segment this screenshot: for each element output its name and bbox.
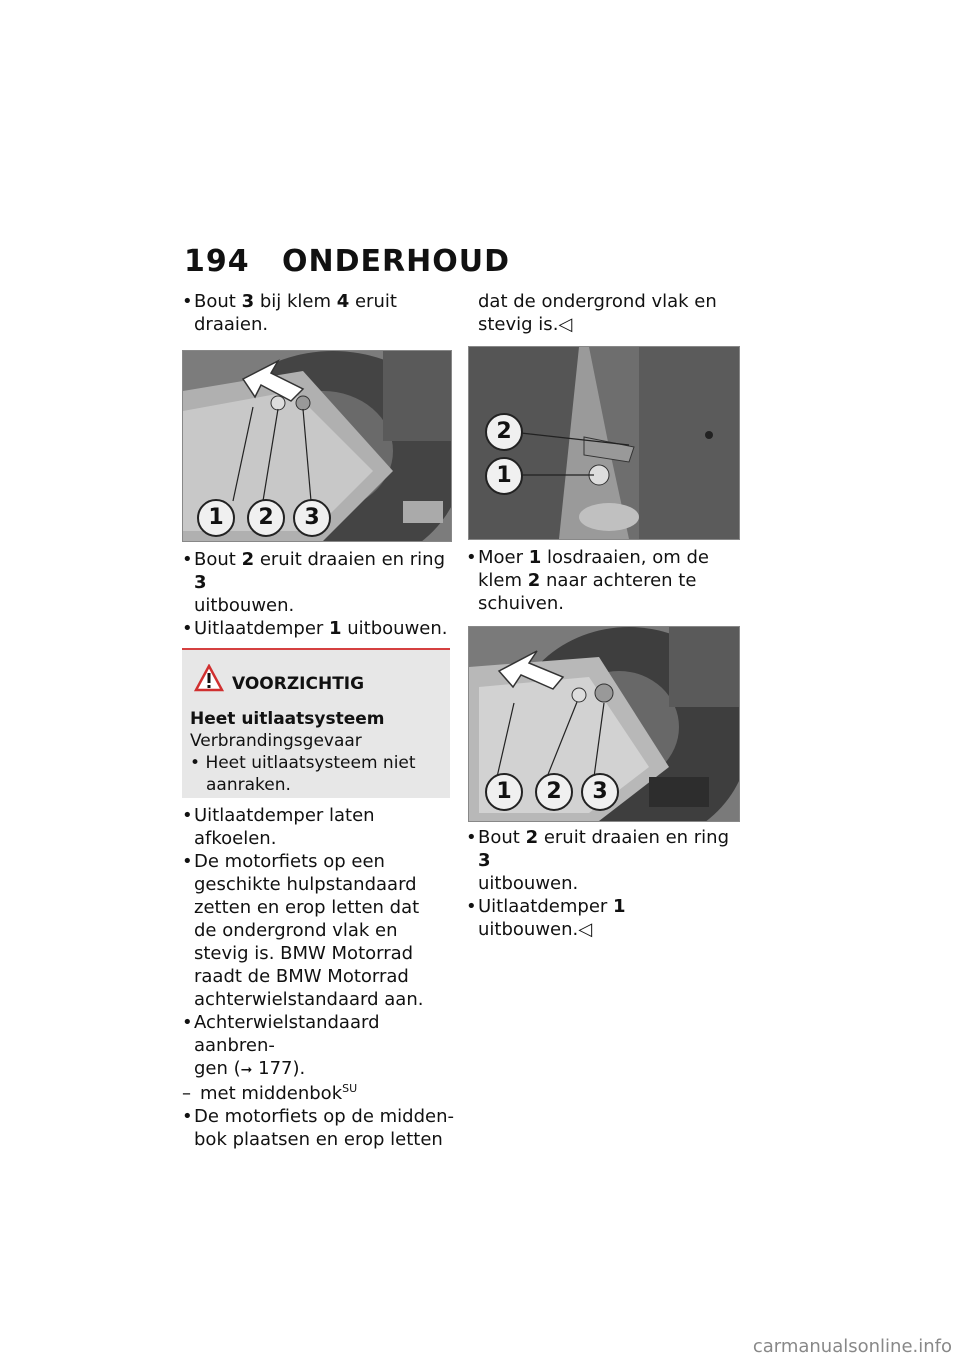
callout-2: 2 (485, 413, 523, 451)
callout-1: 1 (197, 499, 235, 537)
step-middenbok: • De motorfiets op de midden- bok plaatsen en erop letten (182, 1106, 454, 1150)
figure-nut-clamp (468, 346, 740, 540)
warning-box (182, 648, 450, 798)
callout-2: 2 (535, 773, 573, 811)
right-column (466, 290, 741, 336)
figure-exhaust-clamp (182, 350, 452, 542)
warning-bullet: • Heet uitlaatsysteem niet (190, 753, 416, 773)
warning-title: VOORZICHTIG (232, 674, 365, 694)
step-bout-3: • Bout 3 bij klem 4 eruit draaien. (182, 291, 397, 335)
step-bout-2: • Bout 2 eruit draaien en ring 3 uitbouwen. (182, 549, 446, 616)
figure-sport-exhaust (468, 626, 740, 822)
left-column (182, 290, 457, 336)
callout-3: 3 (293, 499, 331, 537)
continuation-text: dat de ondergrond vlak en stevig is.◁ (478, 291, 717, 335)
step-achterwielstandaard: • Achterwielstandaard aanbren- gen (➞ 177). (182, 1012, 380, 1079)
right-steps-2 (466, 826, 741, 941)
section-title: ONDERHOUD (282, 244, 510, 279)
warning-bullet-cont: aanraken. (206, 775, 291, 795)
step-moer-1: • Moer 1 losdraaien, om de klem 2 naar achteren te schuiven. (466, 547, 709, 614)
step-afkoelen: • Uitlaatdemper laten afkoelen. (182, 805, 375, 849)
step-hulpstandaard: • De motorfiets op een geschikte hulpstandaard zetten en erop letten dat de ondergrond vlak en stevig is. BMW Motorrad raadt de BMW Motorrad achterwielstandaard aan. (182, 851, 424, 1010)
callout-3: 3 (581, 773, 619, 811)
footer-watermark: carmanualsonline.info (752, 1336, 952, 1357)
page-number: 194 (184, 244, 250, 279)
warning-heading: Heet uitlaatsysteem (190, 709, 385, 729)
right-steps-1 (466, 546, 741, 615)
callout-1: 1 (485, 773, 523, 811)
end-mark: ◁ (578, 919, 593, 940)
warning-triangle-icon (194, 664, 224, 692)
page-reference-arrow-icon: ➞ (240, 1062, 253, 1078)
warning-subheading: Verbrandingsgevaar (190, 731, 362, 751)
step-uitlaatdemper-1-right: • Uitlaatdemper 1 uitbouwen.◁ (466, 896, 626, 940)
callout-2: 2 (247, 499, 285, 537)
end-mark: ◁ (558, 314, 573, 335)
step-uitlaatdemper-1: • Uitlaatdemper 1 uitbouwen. (182, 618, 448, 639)
page-reference[interactable]: 177 (258, 1058, 293, 1079)
left-steps-3 (182, 804, 457, 1151)
option-middenbok: – met middenbok$^{SU}$ (182, 1082, 358, 1104)
callout-1: 1 (485, 457, 523, 495)
step-bout-2-right: • Bout 2 eruit draaien en ring 3 uitbouwen. (466, 827, 730, 894)
